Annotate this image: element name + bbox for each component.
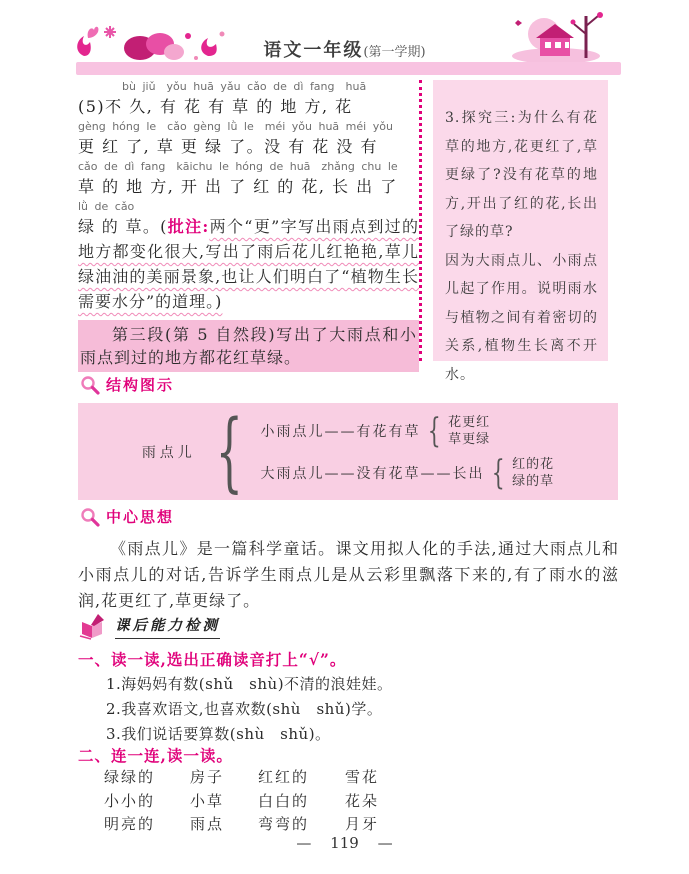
inquiry-question: 3.探究三:为什么有花草的地方,花更红了,草更绿了?没有花草的地方,开出了红的花,长出了绿的草? xyxy=(445,110,598,240)
branch-main-label: 小雨点儿——有花有草 xyxy=(260,423,421,440)
theme-section-heading xyxy=(80,506,174,527)
structure-heading-label: 结构图示 xyxy=(106,376,175,394)
diagram-root-label: 雨点儿 xyxy=(141,444,196,461)
branch-sub-items xyxy=(448,414,490,448)
pinyin-line: gèng hóng le cǎo gèng lǜ le méi yǒu huā méi yǒu xyxy=(78,120,393,133)
hanzi-line: 草 的 地 方, 开 出 了 红 的 花, 长 出 了 xyxy=(78,177,398,196)
theme-heading-label: 中心思想 xyxy=(106,508,175,526)
structure-section-heading xyxy=(80,374,174,395)
diagram-branch-row xyxy=(260,452,555,493)
exercise1-item: 1.海妈妈有数(shǔ shù)不清的浪娃娃。 xyxy=(106,675,393,693)
summary-text: 第三段(第 5 自然段)写出了大雨点和小雨点到过的地方都花红草绿。 xyxy=(80,325,417,367)
matching-word: 小小的 xyxy=(104,791,156,810)
book-title: 语文一年级 xyxy=(263,40,364,61)
diagram-branch-row xyxy=(260,410,555,451)
book-pencil-icon xyxy=(78,612,108,640)
matching-word: 雪花 xyxy=(345,768,380,786)
matching-word: 明亮的 xyxy=(104,815,156,833)
summary-highlight-block xyxy=(78,320,419,372)
matching-row xyxy=(104,790,425,814)
brace-glyph: { xyxy=(215,401,243,502)
sub-item: 红的花 xyxy=(512,456,555,472)
inquiry-sidebar-panel xyxy=(433,80,608,383)
theme-paragraph: 《雨点儿》是一篇科学童话。课文用拟人化的手法,通过大雨点儿和小雨点儿的对话,告诉学生雨点儿是从云彩里飘落下来的,有了雨水的滋润,花更红了,草更绿了。 xyxy=(78,539,619,610)
lesson-text-column xyxy=(78,80,419,372)
matching-row xyxy=(104,766,425,790)
exercise1-title: 一、读一读,选出正确读音打上“√”。 xyxy=(78,650,347,669)
exercise1-item: 2.我喜欢语文,也喜欢数(shù shǔ)学。 xyxy=(106,700,383,718)
exercise1-items xyxy=(106,672,393,747)
exercise1-item: 3.我们说话要算数(shù shǔ)。 xyxy=(106,725,331,743)
annotation-label: 批注: xyxy=(167,217,210,236)
magnifier-icon xyxy=(80,507,100,527)
house-tree-ornament xyxy=(498,8,620,64)
diagram-branches xyxy=(260,410,555,493)
matching-word: 雨点 xyxy=(190,815,225,833)
inquiry-answer: 因为大雨点儿、小雨点儿起了作用。说明雨水与植物之间有着密切的关系,植物生长离不开水。 xyxy=(445,252,598,383)
sub-item: 花更红 xyxy=(448,414,491,430)
exercise2-title: 二、连一连,读一读。 xyxy=(78,746,233,765)
hanzi-line: 更 红 了, 草 更 绿 了。没 有 花 没 有 xyxy=(78,137,378,156)
test-section-heading xyxy=(78,612,220,640)
page-header xyxy=(0,0,689,78)
magnifier-icon xyxy=(80,375,100,395)
exercise2-matching-grid xyxy=(104,766,425,837)
annotation-paragraph xyxy=(78,214,419,314)
book-subtitle: (第一学期) xyxy=(363,45,426,60)
matching-word: 弯弯的 xyxy=(258,815,310,833)
dotted-column-divider xyxy=(419,80,422,361)
matching-word: 白白的 xyxy=(258,791,310,810)
page-number: — 119 — xyxy=(296,834,393,852)
matching-word: 绿绿的 xyxy=(104,768,156,786)
matching-word: 月牙 xyxy=(345,815,380,833)
brace-glyph: { xyxy=(491,452,506,493)
hanzi-line: (5)不 久, 有 花 有 草 的 地 方, 花 xyxy=(78,97,353,116)
pinyin-line: cǎo de dì fang kāichu le hóng de huā zhǎng chu le xyxy=(78,160,398,173)
header-pink-bar xyxy=(76,62,621,75)
annotation-text: 两个“更”字写出雨点到过的地方都变化很大,写出了雨后花儿红艳艳,草儿绿油油的美丽景象,也让人们明白了“植物生长需要水分”的道理。) xyxy=(78,217,419,311)
sub-item: 绿的草 xyxy=(512,473,555,489)
matching-word: 花朵 xyxy=(345,791,380,810)
structure-diagram xyxy=(78,403,618,500)
matching-word: 房子 xyxy=(190,768,225,786)
branch-sub-items xyxy=(512,456,554,490)
matching-word: 小草 xyxy=(190,791,225,810)
pinyin-line: bù jiǔ yǒu huā yǎu cǎo de dì fang huā xyxy=(122,80,367,93)
matching-word: 红红的 xyxy=(258,768,310,786)
pinyin-line: lǜ de cǎo xyxy=(78,200,135,213)
sub-item: 草更绿 xyxy=(448,431,491,447)
branch-main-label: 大雨点儿——没有花草——长出 xyxy=(260,465,485,482)
hanzi-line-end: 绿 的 草。( xyxy=(78,217,168,236)
structure-diagram-box xyxy=(78,403,618,500)
matching-row xyxy=(104,813,425,837)
brace-glyph: { xyxy=(427,410,442,451)
test-heading-label: 课后能力检测 xyxy=(115,614,220,639)
